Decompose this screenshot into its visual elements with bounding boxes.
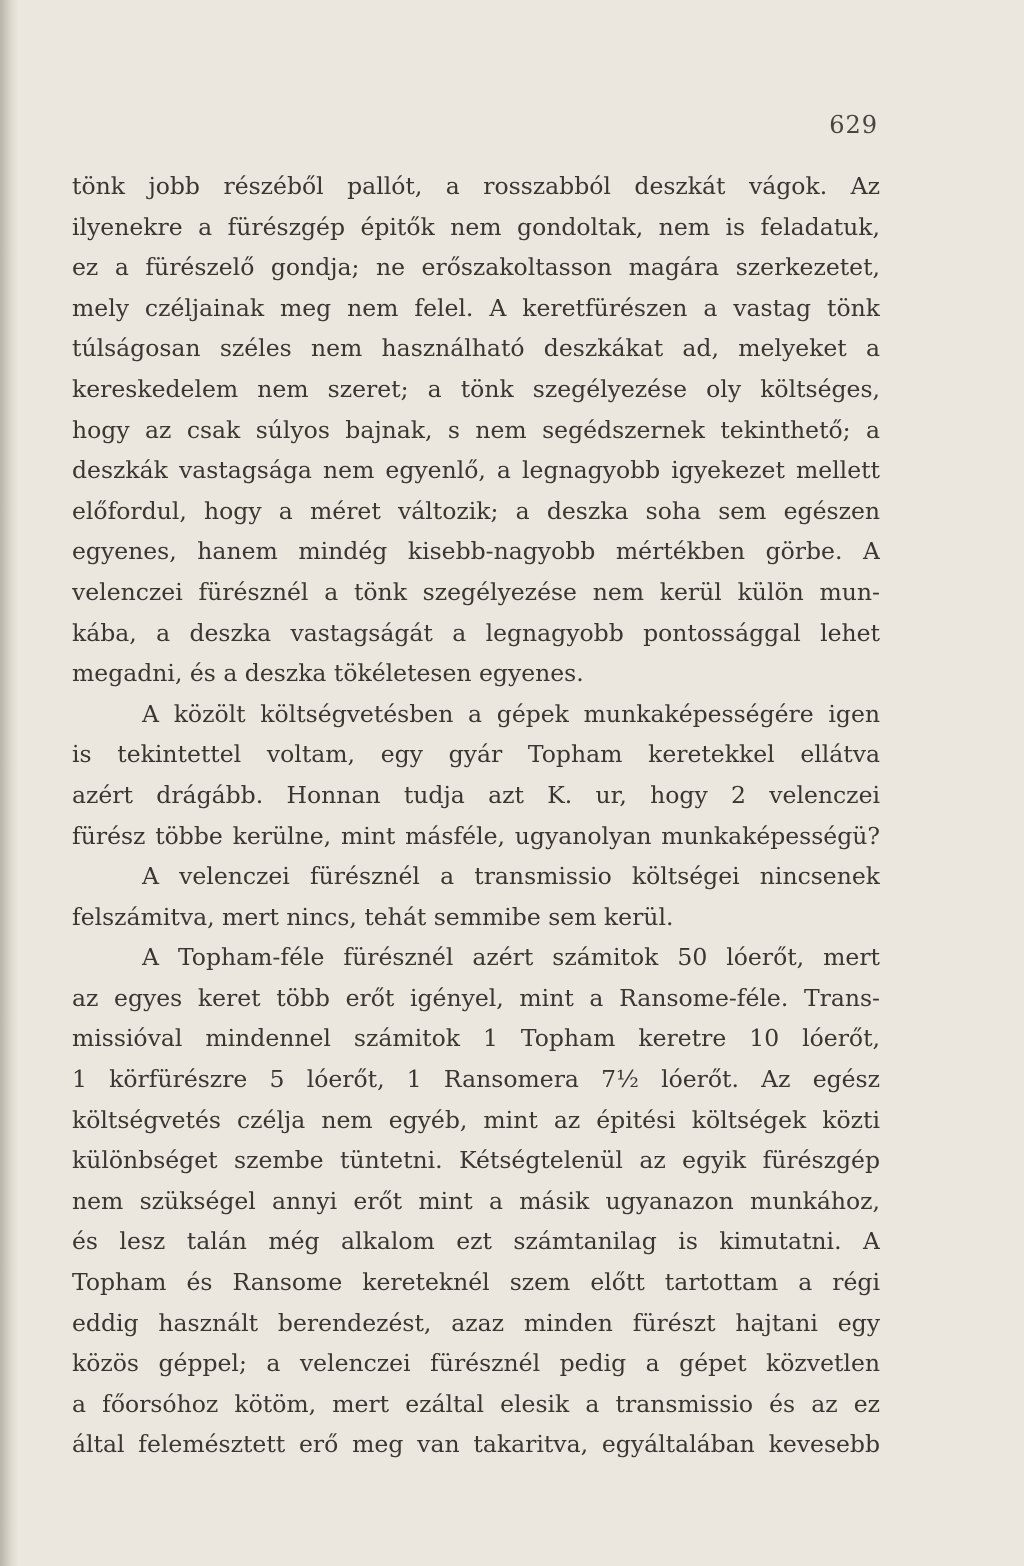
text-line: is tekintettel voltam, egy gyár Topham keretekkel ellátva [72,740,880,769]
body-text [72,166,880,1465]
text-line: kereskedelem nem szeret; a tönk szegélyezése oly költséges, [72,374,880,403]
page-number: 629 [829,111,878,139]
text-line: és lesz talán még alkalom ezt számtanilag is kimutatni. A [72,1227,880,1256]
text-line: az egyes keret több erőt igényel, mint a Ransome-féle. Trans- [72,983,880,1012]
text-line: nem szükségel annyi erőt mint a másik ugyanazon munkához, [72,1186,880,1215]
text-line: ilyenekre a fürészgép épitők nem gondoltak, nem is feladatuk, [72,212,880,241]
text-line: által felemésztett erő meg van takaritva, egyáltalában kevesebb [72,1430,880,1459]
text-line: a főorsóhoz kötöm, mert ezáltal elesik a transmissio és az ez [72,1389,880,1418]
text-line: velenczei fürésznél a tönk szegélyezése nem kerül külön mun- [72,577,880,606]
text-line: A közölt költségvetésben a gépek munkaképességére igen [142,699,880,728]
text-line: tönk jobb részéből pallót, a rosszabból deszkát vágok. Az [72,172,880,200]
text-line: egyenes, hanem mindég kisebb-nagyobb mértékben görbe. A [72,537,880,566]
text-line: közös géppel; a velenczei fürésznél pedig a gépet közvetlen [72,1349,880,1378]
text-line: ez a fürészelő gondja; ne erőszakoltasson magára szerkezetet, [72,253,880,282]
page-binding-edge [0,0,18,1566]
text-line: deszkák vastagsága nem egyenlő, a legnagyobb igyekezet mellett [72,456,880,485]
text-line: 1 körfürészre 5 lóerőt, 1 Ransomera 7½ lóerőt. Az egész [72,1065,880,1094]
text-line: hogy az csak súlyos bajnak, s nem segédszernek tekinthető; a [72,415,880,444]
text-line: azért drágább. Honnan tudja azt K. ur, hogy 2 velenczei [72,780,880,809]
text-line: költségvetés czélja nem egyéb, mint az épitési költségek közti [72,1105,880,1134]
text-line: eddig használt berendezést, azaz minden fürészt hajtani egy [72,1308,880,1337]
text-line: felszámitva, mert nincs, tehát semmibe sem kerül. [72,902,674,931]
text-line: előfordul, hogy a méret változik; a deszka soha sem egészen [72,496,880,525]
text-line: mely czéljainak meg nem felel. A keretfürészen a vastag tönk [72,293,880,322]
text-line: A velenczei fürésznél a transmissio költségei nincsenek [142,862,880,891]
text-line: különbséget szembe tüntetni. Kétségtelenül az egyik fürészgép [72,1146,880,1175]
text-line: missióval mindennel számitok 1 Topham keretre 10 lóerőt, [72,1024,880,1053]
text-line: A Topham-féle fürésznél azért számitok 50 lóerőt, mert [142,943,880,972]
text-line: kába, a deszka vastagságát a legnagyobb pontossággal lehet [72,618,880,647]
text-line: Topham és Ransome kereteknél szem előtt tartottam a régi [72,1268,880,1297]
text-line: megadni, és a deszka tökéletesen egyenes. [72,659,584,688]
text-line: túlságosan széles nem használható deszkákat ad, melyeket a [72,334,880,363]
text-line: fürész többe kerülne, mint másféle, ugyanolyan munkaképességü? [72,821,880,850]
